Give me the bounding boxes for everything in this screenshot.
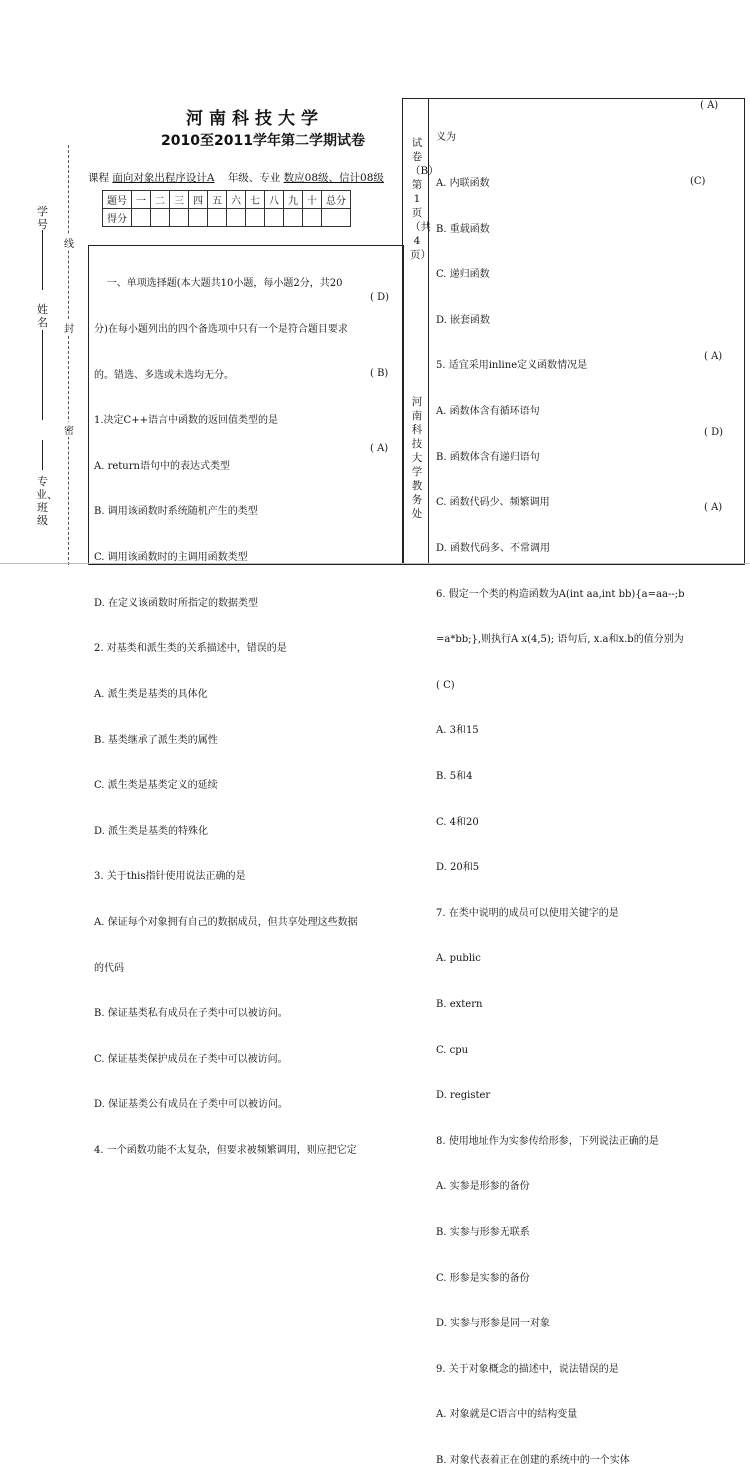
- question-line: A. 函数体含有循环语句: [436, 406, 540, 418]
- score-header-cell: 八: [265, 191, 284, 209]
- score-cell[interactable]: [151, 209, 170, 227]
- answer-q2: ( B): [370, 368, 389, 379]
- answer-q8: ( D): [704, 427, 723, 438]
- answer-q5: (C): [690, 176, 706, 187]
- question-line: 5. 适宜采用inline定义函数情况是: [436, 360, 588, 372]
- score-header-cell: 总分: [322, 191, 351, 209]
- score-cell[interactable]: [284, 209, 303, 227]
- question-line: B. 函数体含有递归语句: [436, 451, 540, 463]
- student-id-underline: [42, 230, 43, 290]
- question-line: D. 保证基类公有成员在子类中可以被访问。: [94, 1099, 289, 1111]
- grade-label: 年级、专业: [227, 172, 281, 184]
- question-line: B. 重载函数: [436, 223, 490, 235]
- question-line: 分)在每小题列出的四个备选项中只有一个是符合题目要求: [94, 324, 348, 336]
- score-header-row: [103, 191, 351, 209]
- score-header-cell: 四: [189, 191, 208, 209]
- question-line: A. public: [436, 953, 481, 965]
- question-line: 的代码: [94, 962, 124, 974]
- question-line: C. 递归函数: [436, 269, 490, 281]
- question-line: D. 20和5: [436, 862, 480, 874]
- question-line: B. 5和4: [436, 770, 473, 782]
- question-line: 7. 在类中说明的成员可以使用关键字的是: [436, 907, 619, 919]
- right-question-text: [436, 100, 684, 1483]
- seal-mark-seal: 封: [64, 320, 74, 335]
- score-table: [102, 190, 351, 227]
- answer-q1: ( D): [370, 292, 389, 303]
- question-line: B. 实参与形参无联系: [436, 1227, 530, 1239]
- score-header-cell: 六: [227, 191, 246, 209]
- score-cell[interactable]: [303, 209, 322, 227]
- score-cell[interactable]: [265, 209, 284, 227]
- question-line: 1.决定C++语言中函数的返回值类型的是: [94, 415, 278, 427]
- seal-mark-secret: 密: [64, 422, 74, 437]
- sealing-line: [68, 145, 69, 565]
- answer-q9: ( A): [704, 502, 723, 513]
- question-line: B. 基类继承了派生类的属性: [94, 734, 218, 746]
- student-id-label: 学号: [37, 205, 48, 231]
- question-line: D. 实参与形参是同一对象: [436, 1318, 551, 1330]
- score-cell[interactable]: [322, 209, 351, 227]
- answer-q7: ( A): [704, 351, 723, 362]
- page-bottom-rule: [0, 563, 750, 564]
- course-name: 面向对象出程序设计A: [112, 172, 215, 184]
- score-header-cell: 三: [170, 191, 189, 209]
- question-line: C. 保证基类保护成员在子类中可以被访问。: [94, 1053, 288, 1065]
- question-line: A. 保证每个对象拥有自己的数据成员，但共享处理这些数据: [94, 916, 358, 928]
- class-label: 专业、班级: [36, 475, 58, 527]
- answer-q4: ( A): [700, 100, 719, 111]
- question-line: D. 函数代码多、不常调用: [436, 542, 551, 554]
- score-cell[interactable]: [208, 209, 227, 227]
- score-header-cell: 题号: [103, 191, 132, 209]
- question-line: A. 3和15: [436, 725, 479, 737]
- question-line: ( C): [436, 679, 455, 691]
- score-header-cell: 五: [208, 191, 227, 209]
- name-underline: [42, 330, 43, 420]
- question-line: C. 派生类是基类定义的延续: [94, 780, 218, 792]
- question-line: C. 4和20: [436, 816, 479, 828]
- score-row-label: 得分: [103, 209, 132, 227]
- question-line: C. 形参是实参的备份: [436, 1272, 530, 1284]
- score-header-cell: 七: [246, 191, 265, 209]
- score-header-cell: 十: [303, 191, 322, 209]
- university-title: 河南科技大学: [186, 109, 324, 129]
- grade-value: 数应08级、信计08级: [283, 172, 384, 184]
- question-line: 的。错选、多选或未选均无分。: [94, 369, 234, 381]
- question-line: 6. 假定一个类的构造函数为A(int aa,int bb){a=aa--;b: [436, 588, 685, 600]
- question-line: A. 内联函数: [436, 178, 490, 190]
- score-header-cell: 二: [151, 191, 170, 209]
- seal-mark-line: 线: [64, 235, 74, 250]
- score-cell[interactable]: [189, 209, 208, 227]
- score-cell[interactable]: [170, 209, 189, 227]
- score-header-cell: 九: [284, 191, 303, 209]
- question-line: D. 派生类是基类的特殊化: [94, 825, 209, 837]
- question-line: D. register: [436, 1090, 491, 1102]
- name-label: 姓名: [37, 303, 48, 329]
- score-value-row: [103, 209, 351, 227]
- question-line: C. cpu: [436, 1044, 469, 1056]
- question-line: 9. 关于对象概念的描述中，说法错误的是: [436, 1363, 619, 1375]
- question-line: B. extern: [436, 998, 483, 1010]
- question-line: 2. 对基类和派生类的关系描述中，错误的是: [94, 643, 287, 655]
- question-line: =a*bb;},则执行A x(4,5); 语句后, x.a和x.b的值分别为: [436, 634, 684, 646]
- course-line: [88, 170, 384, 185]
- exam-part-text: 试卷（B）第1页（共4页）: [410, 137, 439, 261]
- answer-q3: ( A): [370, 443, 389, 454]
- question-line: A. 派生类是基类的具体化: [94, 688, 208, 700]
- question-line: C. 函数代码少、频繁调用: [436, 497, 550, 509]
- exam-part-label: [410, 136, 439, 262]
- exam-title: 2010至2011学年第二学期试卷: [161, 133, 365, 149]
- class-underline: [42, 440, 43, 470]
- question-line: B. 调用该函数时系统随机产生的类型: [94, 506, 258, 518]
- office-label: [410, 395, 424, 521]
- score-cell[interactable]: [227, 209, 246, 227]
- score-cell[interactable]: [246, 209, 265, 227]
- question-line: A. 对象就是C语言中的结构变量: [436, 1409, 578, 1421]
- question-line: 一、单项选择题(本大题共10小题，每小题2分，共20: [94, 278, 343, 290]
- question-line: 4. 一个函数功能不太复杂，但要求被频繁调用，则应把它定: [94, 1144, 357, 1156]
- left-question-text: [94, 246, 358, 1173]
- question-line: 义为: [436, 132, 456, 144]
- question-line: D. 嵌套函数: [436, 314, 491, 326]
- question-line: B. 对象代表着正在创建的系统中的一个实体: [436, 1455, 630, 1467]
- score-header-cell: 一: [132, 191, 151, 209]
- question-line: A. return语句中的表达式类型: [94, 460, 230, 472]
- question-line: 3. 关于this指针使用说法正确的是: [94, 871, 246, 883]
- score-cell[interactable]: [132, 209, 151, 227]
- question-line: D. 在定义该函数时所指定的数据类型: [94, 597, 259, 609]
- question-line: 8. 使用地址作为实参传给形参，下列说法正确的是: [436, 1135, 659, 1147]
- office-text: 河南科技大学教务处: [411, 396, 423, 520]
- question-line: B. 保证基类私有成员在子类中可以被访问。: [94, 1008, 288, 1020]
- course-label: 课程: [88, 172, 109, 184]
- question-line: C. 调用该函数时的主调用函数类型: [94, 552, 248, 564]
- question-line: A. 实参是形参的备份: [436, 1181, 530, 1193]
